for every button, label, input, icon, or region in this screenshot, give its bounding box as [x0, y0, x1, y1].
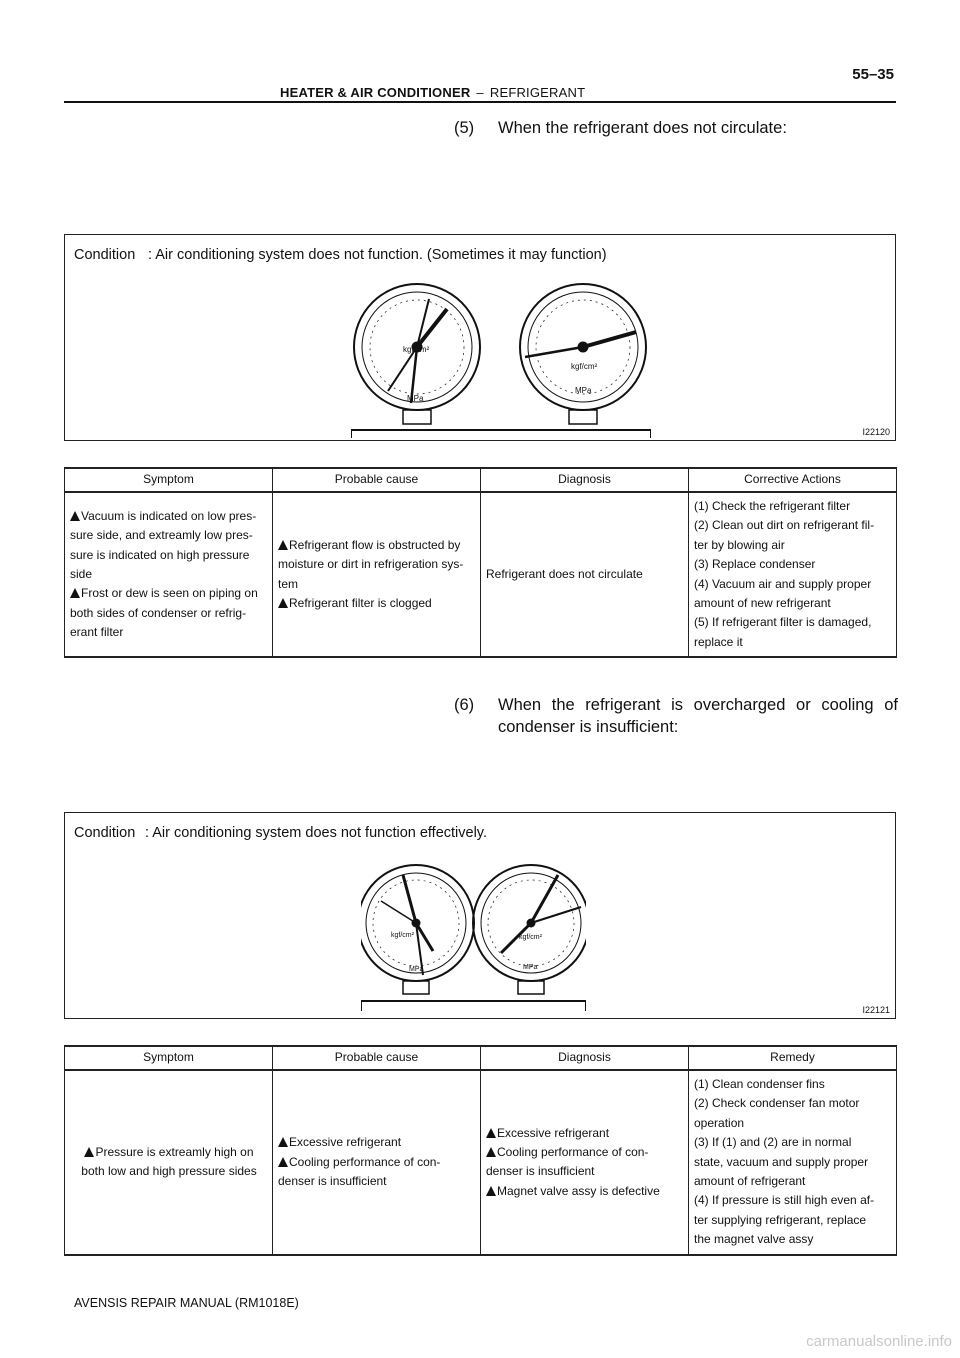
- bullet-triangle-icon: [84, 1147, 94, 1157]
- condition-text: : Air conditioning system does not function effectively.: [145, 825, 488, 841]
- condition-text: : Air conditioning system does not function. (Sometimes it may function): [148, 247, 607, 263]
- gauge-figure-6: [64, 812, 896, 1019]
- col-corrective-actions: Corrective Actions: [689, 468, 897, 492]
- col-remedy: Remedy: [689, 1046, 897, 1070]
- probable-cause-cell: Refrigerant flow is obstructed by moisture or dirt in refrigeration sys- tem Refrigerant filter is clogged: [273, 492, 481, 657]
- low-gauge-mpa: MPa: [407, 394, 424, 403]
- header-subsection: REFRIGERANT: [489, 85, 586, 100]
- table-row: [65, 492, 897, 657]
- manifold-gauge-illustration: [361, 863, 586, 1013]
- section-6-title: When the refrigerant is overcharged or cooling of condenser is insufficient:: [498, 696, 898, 736]
- figure-id: I22121: [862, 1005, 890, 1015]
- col-diagnosis: Diagnosis: [481, 1046, 689, 1070]
- low-gauge-unit: kgf/cm²: [391, 932, 414, 939]
- diagnosis-table-5: [64, 467, 897, 658]
- bullet-triangle-icon: [486, 1186, 496, 1196]
- low-pressure-gauge: [361, 865, 474, 994]
- diagnosis-cell: Refrigerant does not circulate: [481, 492, 689, 657]
- diagnosis-cell: Excessive refrigerant Cooling performance of con- denser is insufficient Magnet valve assy is defective: [481, 1070, 689, 1255]
- watermark-link[interactable]: carmanualsonline.info: [806, 1333, 952, 1350]
- col-symptom: Symptom: [65, 1046, 273, 1070]
- col-diagnosis: Diagnosis: [481, 468, 689, 492]
- bullet-triangle-icon: [70, 511, 80, 521]
- manifold-gauge-illustration: [351, 283, 651, 438]
- table-header-row: [65, 468, 897, 492]
- high-gauge-mpa: MPa: [575, 386, 592, 395]
- low-gauge-unit: kgf/cm²: [403, 345, 430, 354]
- gauge-figure-5: [64, 234, 896, 441]
- table-row: [65, 1070, 897, 1255]
- high-gauge-unit: kgf/cm²: [571, 362, 598, 371]
- header-section: HEATER & AIR CONDITIONER: [280, 85, 471, 100]
- header-divider: [64, 101, 896, 103]
- header-separator: –: [476, 85, 484, 100]
- bullet-triangle-icon: [278, 1137, 288, 1147]
- section-5-title: When the refrigerant does not circulate:: [498, 119, 787, 137]
- low-pressure-gauge: [354, 284, 480, 424]
- col-probable-cause: Probable cause: [273, 468, 481, 492]
- section-5-heading: [454, 117, 904, 139]
- section-5-number: (5): [454, 119, 475, 137]
- high-pressure-gauge: [473, 865, 586, 994]
- bullet-triangle-icon: [278, 540, 288, 550]
- probable-cause-cell: Excessive refrigerant Cooling performance of con- denser is insufficient: [273, 1070, 481, 1255]
- condition-label: Condition: [74, 247, 136, 263]
- remedy-cell: (1) Clean condenser fins (2) Check condenser fan motor operation (3) If (1) and (2) are in normal state, vacuum and supply proper amount of refrigerant (4) If pressure is still high even af- ter supplying refrigerant, replace the magnet valve assy: [689, 1070, 897, 1255]
- diagnosis-table-6: [64, 1045, 897, 1256]
- page-number: 55–35: [852, 66, 894, 83]
- symptom-cell: Pressure is extreamly high on both low and high pressure sides: [65, 1070, 273, 1255]
- header-section-title: [280, 85, 585, 100]
- low-gauge-mpa: MPa: [409, 966, 424, 973]
- bullet-triangle-icon: [486, 1128, 496, 1138]
- symptom-cell: Vacuum is indicated on low pres- sure side, and extreamly low pres- sure is indicated on high pressure side Frost or dew is seen on piping on both sides of condenser or refrig- erant filter: [65, 492, 273, 657]
- corrective-actions-cell: (1) Check the refrigerant filter (2) Clean out dirt on refrigerant fil- ter by blowing air (3) Replace condenser (4) Vacuum air and supply proper amount of new refrigerant (5) If refrigerant filter is damaged, replace it: [689, 492, 897, 657]
- table-header-row: [65, 1046, 897, 1070]
- condition-label: Condition: [74, 825, 136, 841]
- bullet-triangle-icon: [278, 1157, 288, 1167]
- high-pressure-gauge: [520, 284, 646, 424]
- col-symptom: Symptom: [65, 468, 273, 492]
- col-probable-cause: Probable cause: [273, 1046, 481, 1070]
- figure-id: I22120: [862, 427, 890, 437]
- footer-manual-id: AVENSIS REPAIR MANUAL (RM1018E): [74, 1296, 299, 1310]
- bullet-triangle-icon: [70, 588, 80, 598]
- bullet-triangle-icon: [486, 1147, 496, 1157]
- high-gauge-mpa: MPa: [523, 964, 538, 971]
- section-6-number: (6): [454, 696, 475, 714]
- section-6-heading: [454, 694, 904, 740]
- bullet-triangle-icon: [278, 598, 288, 608]
- high-gauge-unit: kgf/cm²: [519, 934, 542, 941]
